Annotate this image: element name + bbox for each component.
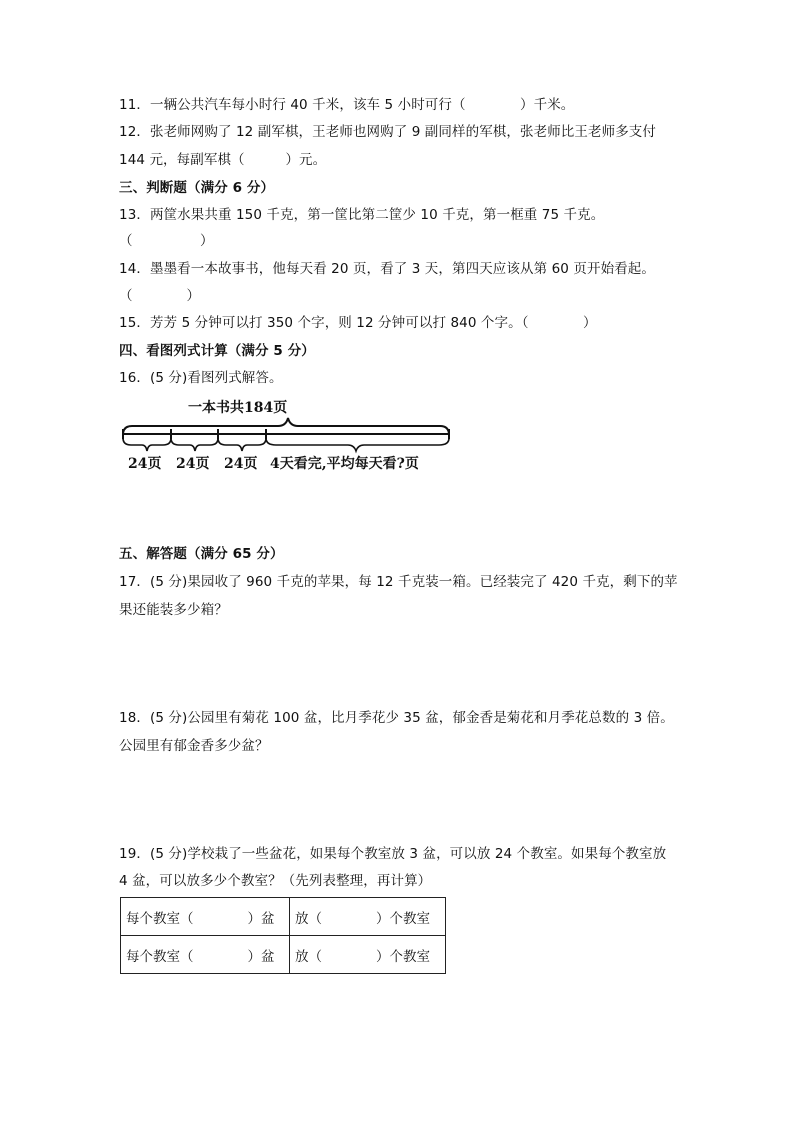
diagram-segment-2-label: 24页: [176, 456, 210, 472]
question-18-line2: 公园里有郁金香多少盆？: [119, 738, 269, 754]
question-16: 16．(5 分)看图列式解答。: [119, 370, 283, 386]
table-cell-per-room-2: 每个教室（ ）盆: [121, 936, 290, 974]
section-3-heading: 三、判断题（满分 6 分）: [119, 180, 275, 196]
table-cell-rooms-1: 放（ ）个教室: [290, 898, 446, 936]
table-cell-per-room-1: 每个教室（ ）盆: [121, 898, 290, 936]
segment-brace-3: [218, 438, 266, 451]
diagram-total-label: 一本书共184页: [188, 400, 288, 416]
segment-brace-2: [171, 438, 218, 451]
question-19-table: [120, 897, 446, 974]
segment-brace-4: [266, 438, 449, 451]
question-14: 14．墨墨看一本故事书，他每天看 20 页，看了 3 天，第四天应该从第 60 页开始看起。: [119, 261, 655, 277]
question-17-line2: 果还能装多少箱？: [119, 602, 228, 618]
question-12-line1: 12．张老师网购了 12 副军棋，王老师也网购了 9 副同样的军棋，张老师比王老师多支付: [119, 124, 657, 140]
question-18-line1: 18．(5 分)公园里有菊花 100 盆，比月季花少 35 盆，郁金香是菊花和月季花总数的 3 倍。: [119, 710, 674, 726]
section-4-heading: 四、看图列式计算（满分 5 分）: [119, 343, 315, 359]
diagram-segment-3-label: 24页: [224, 456, 258, 472]
diagram-segment-1-label: 24页: [128, 456, 162, 472]
brace-diagram-graphic: [118, 396, 458, 456]
question-19-line2: 4 盆，可以放多少个教室？（先列表整理，再计算）: [119, 873, 432, 889]
question-13-answer-blank: （ ）: [119, 233, 214, 249]
diagram-segment-4-label: 4天看完,平均每天看?页: [270, 456, 419, 472]
table-row: [121, 898, 446, 936]
question-17-line1: 17．(5 分)果园收了 960 千克的苹果，每 12 千克装一箱。已经装完了 420 千克，剩下的苹: [119, 574, 678, 590]
question-14-answer-blank: （ ）: [119, 288, 200, 304]
question-11: 11．一辆公共汽车每小时行 40 千米，该车 5 小时可行（ ）千米。: [119, 97, 575, 113]
question-13: 13．两筐水果共重 150 千克，第一筐比第二筐少 10 千克，第一框重 75 千克。: [119, 207, 605, 223]
segment-brace-1: [123, 438, 171, 451]
table-row: [121, 936, 446, 974]
question-19-line1: 19．(5 分)学校栽了一些盆花，如果每个教室放 3 盆，可以放 24 个教室。如果每个教室放: [119, 846, 667, 862]
book-pages-diagram: [118, 396, 458, 486]
section-5-heading: 五、解答题（满分 65 分）: [119, 546, 284, 562]
table-cell-rooms-2: 放（ ）个教室: [290, 936, 446, 974]
question-12-line2: 144 元，每副军棋（ ）元。: [119, 152, 327, 168]
question-15: 15．芳芳 5 分钟可以打 350 个字，则 12 分钟可以打 840 个字。（ ）: [119, 315, 597, 331]
